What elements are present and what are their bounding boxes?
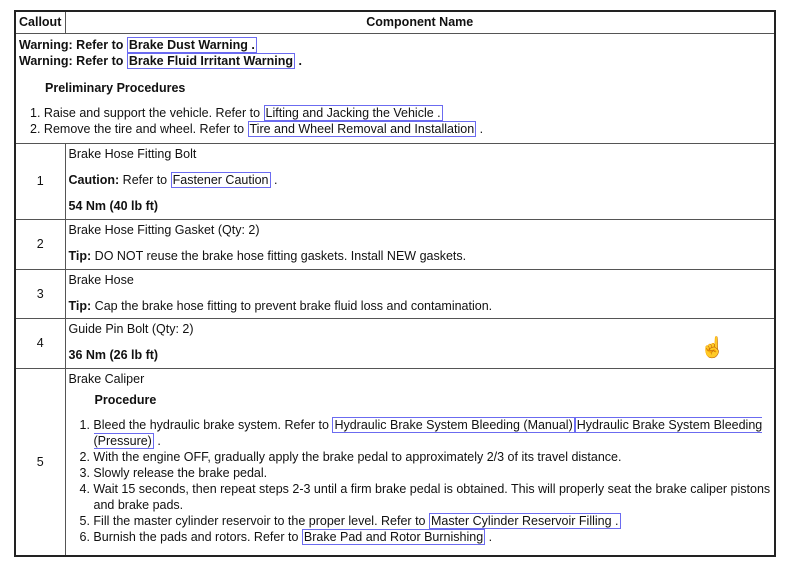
link-tire-wheel-removal[interactable]: Tire and Wheel Removal and Installation [249,121,475,136]
link-fastener-caution[interactable]: Fastener Caution [172,172,269,187]
link-bleeding-manual[interactable]: Hydraulic Brake System Bleeding (Manual) [334,417,573,432]
preliminary-heading: Preliminary Procedures [45,80,186,95]
component-name: Brake Caliper [68,371,145,386]
procedure-heading: Procedure [94,392,157,407]
callout-number: 5 [15,368,65,556]
warning-2: Warning: Refer to Brake Fluid Irritant Warning . [19,53,302,68]
table-row [15,219,775,269]
warning-1: Warning: Refer to Brake Dust Warning . [19,37,255,52]
component-table [14,10,776,557]
step: 6. Burnish the pads and rotors. Refer to Brake Pad and Rotor Burnishing . [79,529,493,544]
callout-number: 3 [15,269,65,318]
table-row [15,269,775,318]
tip-note: Tip: Cap the brake hose fitting to prevent brake fluid loss and contamination. [68,298,493,313]
step: 4. Wait 15 seconds, then repeat steps 2-3 until a firm brake pedal is obtained. This will properly seat the brake caliper pistons and brake pads. [79,481,771,512]
step: 5. Fill the master cylinder reservoir to the proper level. Refer to Master Cylinder Reservoir Filling . [79,513,619,528]
tip-note: Tip: DO NOT reuse the brake hose fitting gaskets. Install NEW gaskets. [68,248,467,263]
table-row [15,368,775,556]
table-row [15,318,775,368]
link-bleeding-pressure[interactable]: Hydraulic Brake System Bleeding (Pressure) [93,417,763,448]
link-master-cylinder-filling[interactable]: Master Cylinder Reservoir Filling . [430,513,619,528]
torque-spec: 54 Nm (40 lb ft) [68,198,159,213]
callout-number: 1 [15,143,65,219]
step: 2. Remove the tire and wheel. Refer to Tire and Wheel Removal and Installation . [30,121,484,136]
component-name: Brake Hose Fitting Gasket (Qty: 2) [68,222,260,237]
callout-number: 2 [15,219,65,269]
torque-spec: 36 Nm (26 lb ft) [68,347,159,362]
component-name: Brake Hose Fitting Bolt [68,146,197,161]
link-lifting-jacking[interactable]: Lifting and Jacking the Vehicle . [265,105,441,120]
link-brake-fluid-warning[interactable]: Brake Fluid Irritant Warning [128,53,294,68]
component-name-header: Component Name [65,11,775,33]
preliminary-steps [19,105,771,137]
step: 1. Raise and support the vehicle. Refer to Lifting and Jacking the Vehicle . [30,105,441,120]
intro-row [15,33,775,143]
callout-number: 4 [15,318,65,368]
step: 1. Bleed the hydraulic brake system. Refer to Hydraulic Brake System Bleeding (Manual) Hydraulic Brake System Bleeding (Pressure) . [79,417,763,448]
component-name: Guide Pin Bolt (Qty: 2) [68,321,194,336]
link-brake-dust-warning[interactable]: Brake Dust Warning . [128,37,255,52]
link-pad-rotor-burnishing[interactable]: Brake Pad and Rotor Burnishing [303,529,484,544]
procedure-steps [69,417,772,545]
component-name: Brake Hose [68,272,134,287]
step: 2. With the engine OFF, gradually apply the brake pedal to approximately 2/3 of its travel distance. [79,449,622,464]
step: 3. Slowly release the brake pedal. [79,465,268,480]
callout-header: Callout [15,11,65,33]
table-row [15,143,775,219]
header-row [15,11,775,33]
hand-pointer-icon: ☝ [700,337,725,359]
caution-note: Caution: Refer to Fastener Caution . [68,172,278,187]
